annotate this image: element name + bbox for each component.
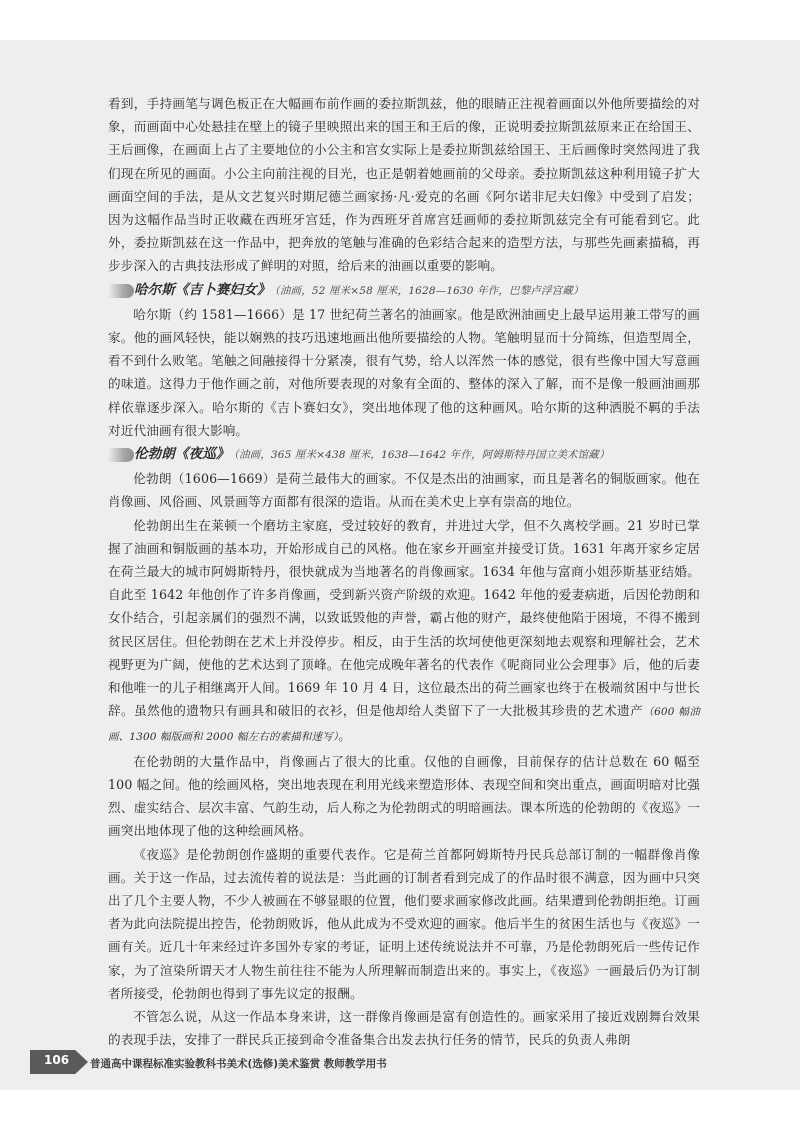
brush-mark-icon — [108, 284, 134, 298]
paragraph-rembrandt-style: 在伦勃朗的大量作品中，肖像画占了很大的比重。仅他的自画像，目前保存的估计总数在 60 幅至 100 幅之间。他的绘画风格，突出地表现在利用光线来塑造形体、表现空间和突出重点，画面明暗对比强烈、虚实结合、层次丰富、气韵生动，后人称之为伦勃朗式的明暗画法。课本所选的伦勃朗的《夜巡》一画突出地体现了他的这种绘画风格。 — [108, 753, 700, 839]
legacy-end: 。 — [338, 728, 352, 744]
page-body — [108, 92, 700, 1051]
brush-mark-icon — [108, 448, 134, 462]
page-footer — [30, 1050, 730, 1076]
paragraph-rembrandt-life — [108, 514, 700, 750]
paragraph-text: 伦勃朗出生在莱顿一个磨坊主家庭，受过较好的教育，并进过大学，但不久离校学画。21 岁时已掌握了油画和铜版画的基本功，开始形成自己的风格。他在家乡开画室并接受订货。1631 年离开家乡定居在荷兰最大的城市阿姆斯特丹，很快就成为当地著名的肖像画家。1634 年他与富商小姐莎斯基亚结婚。自此至 1642 年他创作了许多肖像画，受到新兴资产阶级的欢迎。1642 年他的爱妻病逝，后因伦勃朗和女仆结合，引起亲属们的强烈不满，以致诋毁他的声誉，霸占他的财产，最终使他陷于困境，不得不搬到贫民区居住。但伦勃朗在艺术上并没停步。相反，由于生活的坎坷使他更深刻地去观察和理解社会，艺术视野更为广阔，使他的艺术达到了顶峰。在他完成晚年著名的代表作《呢商同业公会理事》后，他的后妻和他唯一的儿子相继离开人间。1669 年 10 月 4 日，这位最杰出的荷兰画家也终于在极端贫困中与世长辞。虽然他的遗物只有画具和破旧的衣衫，但是他却给人类留下了一大批极其珍贵的艺术遗产 — [108, 517, 700, 719]
heading-title: 伦勃朗《夜巡》 — [134, 446, 230, 463]
paragraph-rembrandt-intro: 伦勃朗（1606—1669）是荷兰最伟大的画家。不仅是杰出的油画家，而且是著名的铜版画家。他在肖像画、风俗画、风景画等方面都有很深的造诣。从而在美术史上享有崇高的地位。 — [108, 471, 700, 510]
page-number: 106 — [44, 1053, 70, 1067]
heading-note: （油画，365 厘米×438 厘米，1638—1642 年作，阿姆斯特丹国立美术馆藏） — [233, 449, 610, 462]
paragraph-velazquez: 看到，手持画笔与调色板正在大幅画布前作画的委拉斯凯兹，他的眼睛正注视着画面以外他所要描绘的对象，而画面中心处悬挂在壁上的镜子里映照出来的国王和王后的像，正说明委拉斯凯兹原来正在给国王、王后画像，在画面上占了主要地位的小公主和宫女实际上是委拉斯凯兹给国王、王后画像时突然闯进了我们现在所见的画面。小公主向前注视的目光，也正是朝着她画前的父母亲。委拉斯凯兹这种利用镜子扩大画面空间的手法，是从文艺复兴时期尼德兰画家扬·凡·爱克的名画《阿尔诺非尼夫妇像》中受到了启发；因为这幅作品当时正收藏在西班牙宫廷，作为西班牙首席宫廷画师的委拉斯凯兹完全有可能看到它。此外，委拉斯凯兹在这一作品中，把奔放的笔触与准确的色彩结合起来的造型方法，与那些先画素描稿，再步步深入的古典技法形成了鲜明的对照，给后来的油画以重要的影响。 — [108, 96, 700, 274]
section-heading-rembrandt — [108, 442, 700, 467]
heading-note: （油画，52 厘米×58 厘米，1628—1630 年作，巴黎卢浮宫藏） — [274, 284, 584, 297]
section-heading-hals — [108, 278, 700, 303]
paragraph-night-watch-composition: 不管怎么说，从这一作品本身来讲，这一群像肖像画是富有创造性的。画家采用了接近戏剧舞台效果的表现手法，安排了一群民兵正接到命令准备集合出发去执行任务的情节，民兵的负责人弗朗 — [108, 1008, 700, 1048]
paragraph-night-watch: 《夜巡》是伦勃朗创作盛期的重要代表作。它是荷兰首都阿姆斯特丹民兵总部订制的一幅群像肖像画。关于这一作品，过去流传着的说法是：当此画的订制者看到完成了的作品时很不满意，因为画中只突出了几个主要人物，不少人被画在不够显眼的位置，他们要求画家修改此画。结果遭到伦勃朗拒绝。订画者为此向法院提出控告，伦勃朗败诉，他从此成为不受欢迎的画家。他后半生的贫困生活也与《夜巡》一画有关。近几十年来经过许多国外专家的考证，证明上述传统说法并不可靠，乃是伦勃朗死后一些传记作家，为了渲染所谓天才人物生前往往不能为人所理解而制造出来的。事实上，《夜巡》一画最后仍为订制者所接受，伦勃朗也得到了事先议定的报酬。 — [108, 846, 700, 1001]
heading-title: 哈尔斯《吉卜赛妇女》 — [134, 281, 271, 298]
footer-book-title: 普通高中课程标准实验教科书美术(选修)美术鉴赏 教师教学用书 — [90, 1058, 387, 1070]
paragraph-hals: 哈尔斯（约 1581—1666）是 17 世纪荷兰著名的油画家。他是欧洲油画史上最早运用兼工带写的画家。他的画风轻快，能以娴熟的技巧迅速地画出他所要描绘的人物。笔触明显而十分简练，但造型周全，看不到什么败笔。笔触之间融接得十分紧凑，很有气势，给人以浑然一体的感觉，很有些像中国大写意画的味道。这得力于他作画之前，对他所要表现的对象有全面的、整体的深入了解，而不是像一般画油画那样依靠逐步深入。哈尔斯的《吉卜赛妇女》，突出地体现了他的这种画风。哈尔斯的这种洒脱不羁的手法对近代油画有很大影响。 — [108, 306, 700, 438]
legacy-note: （600 幅油画、1300 幅版画和 2000 幅左右的素描和速写） — [108, 706, 700, 744]
